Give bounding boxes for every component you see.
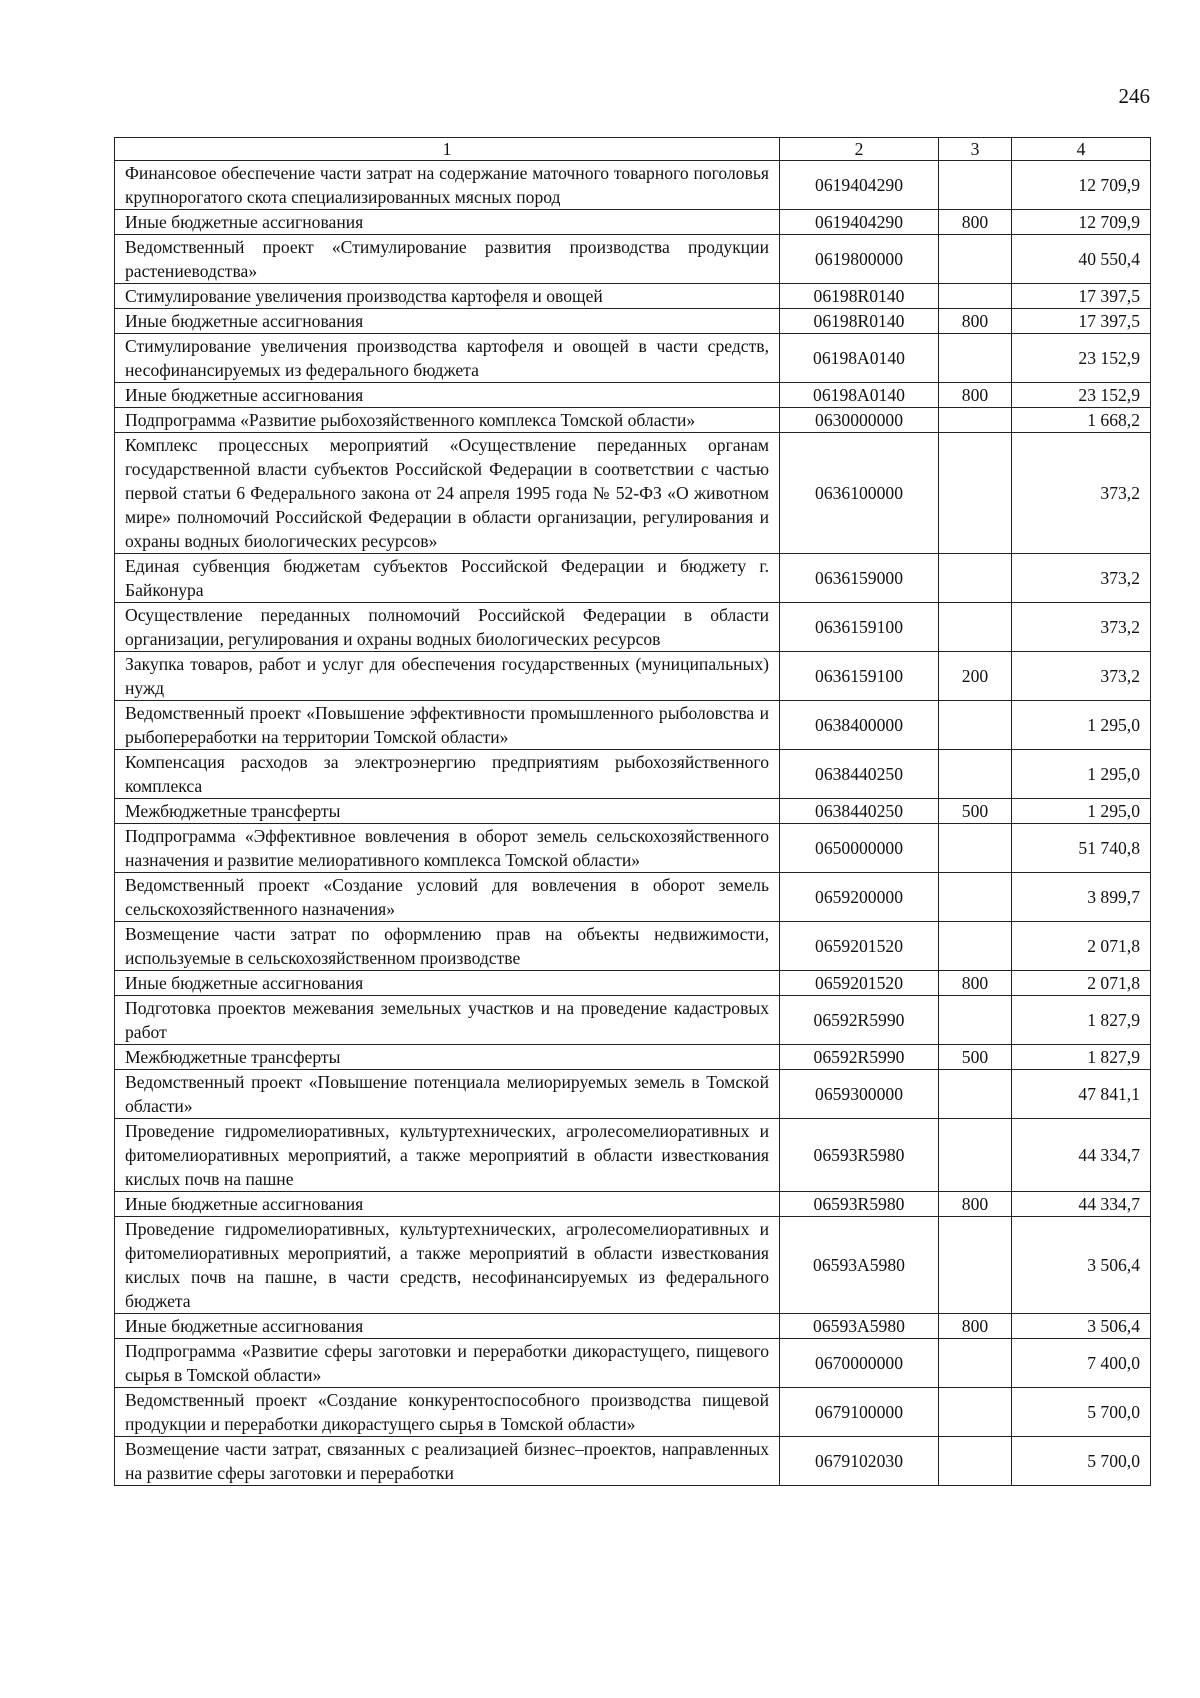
cell-type <box>939 161 1012 210</box>
cell-sum: 373,2 <box>1012 652 1151 701</box>
table-row <box>115 750 1151 799</box>
column-header: 1 <box>115 138 780 161</box>
cell-type <box>939 433 1012 554</box>
table-row <box>115 210 1151 235</box>
cell-code: 06198R0140 <box>780 309 939 334</box>
cell-sum: 3 506,4 <box>1012 1217 1151 1314</box>
cell-name: Финансовое обеспечение части затрат на содержание маточного товарного поголовья крупнорогатого скота специализированных мясных пород <box>115 161 780 210</box>
table-row <box>115 161 1151 210</box>
cell-sum: 1 295,0 <box>1012 750 1151 799</box>
cell-type: 500 <box>939 799 1012 824</box>
table-row <box>115 1388 1151 1437</box>
cell-name: Ведомственный проект «Повышение потенциала мелиорируемых земель в Томской области» <box>115 1070 780 1119</box>
cell-name: Иные бюджетные ассигнования <box>115 1314 780 1339</box>
cell-code: 0636159100 <box>780 603 939 652</box>
table-row <box>115 603 1151 652</box>
cell-type: 200 <box>939 652 1012 701</box>
cell-name: Возмещение части затрат по оформлению прав на объекты недвижимости, используемые в сельскохозяйственном производстве <box>115 922 780 971</box>
table-row <box>115 1070 1151 1119</box>
cell-code: 0679102030 <box>780 1437 939 1486</box>
cell-code: 0636159000 <box>780 554 939 603</box>
table-row <box>115 1119 1151 1192</box>
cell-type <box>939 1070 1012 1119</box>
cell-type <box>939 334 1012 383</box>
cell-sum: 1 295,0 <box>1012 799 1151 824</box>
cell-name: Подготовка проектов межевания земельных участков и на проведение кадастровых работ <box>115 996 780 1045</box>
cell-code: 0619404290 <box>780 210 939 235</box>
cell-type <box>939 603 1012 652</box>
cell-name: Стимулирование увеличения производства картофеля и овощей <box>115 284 780 309</box>
cell-sum: 7 400,0 <box>1012 1339 1151 1388</box>
cell-type: 800 <box>939 1314 1012 1339</box>
cell-type <box>939 554 1012 603</box>
cell-code: 0630000000 <box>780 408 939 433</box>
cell-code: 0638440250 <box>780 799 939 824</box>
cell-code: 0638440250 <box>780 750 939 799</box>
cell-code: 0636100000 <box>780 433 939 554</box>
table-row <box>115 652 1151 701</box>
cell-type <box>939 284 1012 309</box>
table-row <box>115 996 1151 1045</box>
cell-sum: 1 827,9 <box>1012 1045 1151 1070</box>
cell-type <box>939 1437 1012 1486</box>
cell-code: 0670000000 <box>780 1339 939 1388</box>
cell-code: 0659201520 <box>780 971 939 996</box>
cell-name: Иные бюджетные ассигнования <box>115 971 780 996</box>
cell-name: Иные бюджетные ассигнования <box>115 210 780 235</box>
table-row <box>115 554 1151 603</box>
table-row <box>115 408 1151 433</box>
cell-name: Ведомственный проект «Повышение эффективности промышленного рыболовства и рыбопереработки на территории Томской области» <box>115 701 780 750</box>
cell-name: Проведение гидромелиоративных, культуртехнических, агролесомелиоративных и фитомелиоративных мероприятий, а также мероприятий в области известкования кислых почв на пашне, в части средств, несофинансируемых из федерального бюджета <box>115 1217 780 1314</box>
cell-name: Комплекс процессных мероприятий «Осуществление переданных органам государственной власти субъектов Российской Федерации в соответствии с частью первой статьи 6 Федерального закона от 24 апреля 1995 года № 52-ФЗ «О животном мире» полномочий Российской Федерации в области организации, регулирования и охраны водных биологических ресурсов» <box>115 433 780 554</box>
cell-code: 0636159100 <box>780 652 939 701</box>
cell-type <box>939 824 1012 873</box>
table-row <box>115 1217 1151 1314</box>
table-row <box>115 1192 1151 1217</box>
cell-type <box>939 750 1012 799</box>
cell-type: 800 <box>939 210 1012 235</box>
cell-sum: 2 071,8 <box>1012 971 1151 996</box>
cell-sum: 23 152,9 <box>1012 334 1151 383</box>
cell-type: 800 <box>939 383 1012 408</box>
table-row <box>115 873 1151 922</box>
cell-code: 0659300000 <box>780 1070 939 1119</box>
page-number: 246 <box>1118 84 1150 108</box>
cell-code: 0619404290 <box>780 161 939 210</box>
cell-type: 800 <box>939 309 1012 334</box>
table-row <box>115 433 1151 554</box>
column-header: 3 <box>939 138 1012 161</box>
cell-type: 500 <box>939 1045 1012 1070</box>
cell-type <box>939 1388 1012 1437</box>
cell-name: Единая субвенция бюджетам субъектов Российской Федерации и бюджету г. Байконура <box>115 554 780 603</box>
cell-sum: 1 295,0 <box>1012 701 1151 750</box>
cell-name: Подпрограмма «Развитие рыбохозяйственного комплекса Томской области» <box>115 408 780 433</box>
cell-sum: 5 700,0 <box>1012 1437 1151 1486</box>
cell-sum: 23 152,9 <box>1012 383 1151 408</box>
cell-sum: 3 899,7 <box>1012 873 1151 922</box>
cell-code: 06593R5980 <box>780 1192 939 1217</box>
cell-code: 06592R5990 <box>780 1045 939 1070</box>
cell-name: Проведение гидромелиоративных, культуртехнических, агролесомелиоративных и фитомелиоративных мероприятий, а также мероприятий в области известкования кислых почв на пашне <box>115 1119 780 1192</box>
cell-sum: 1 827,9 <box>1012 996 1151 1045</box>
cell-name: Закупка товаров, работ и услуг для обеспечения государственных (муниципальных) нужд <box>115 652 780 701</box>
table-row <box>115 701 1151 750</box>
cell-name: Стимулирование увеличения производства картофеля и овощей в части средств, несофинансируемых из федерального бюджета <box>115 334 780 383</box>
cell-code: 06592R5990 <box>780 996 939 1045</box>
table-row <box>115 235 1151 284</box>
cell-type <box>939 873 1012 922</box>
cell-code: 06198A0140 <box>780 334 939 383</box>
table-row <box>115 971 1151 996</box>
cell-type <box>939 1217 1012 1314</box>
cell-name: Ведомственный проект «Создание условий для вовлечения в оборот земель сельскохозяйственного назначения» <box>115 873 780 922</box>
cell-name: Межбюджетные трансферты <box>115 799 780 824</box>
table-row <box>115 824 1151 873</box>
cell-type <box>939 922 1012 971</box>
cell-sum: 1 668,2 <box>1012 408 1151 433</box>
cell-type: 800 <box>939 1192 1012 1217</box>
cell-name: Подпрограмма «Развитие сферы заготовки и переработки дикорастущего, пищевого сырья в Томской области» <box>115 1339 780 1388</box>
cell-sum: 3 506,4 <box>1012 1314 1151 1339</box>
cell-sum: 47 841,1 <box>1012 1070 1151 1119</box>
cell-sum: 44 334,7 <box>1012 1192 1151 1217</box>
cell-code: 06593A5980 <box>780 1217 939 1314</box>
cell-sum: 5 700,0 <box>1012 1388 1151 1437</box>
cell-type <box>939 235 1012 284</box>
cell-name: Компенсация расходов за электроэнергию предприятиям рыбохозяйственного комплекса <box>115 750 780 799</box>
cell-type <box>939 408 1012 433</box>
cell-name: Ведомственный проект «Создание конкурентоспособного производства пищевой продукции и переработки дикорастущего сырья в Томской области» <box>115 1388 780 1437</box>
table-row <box>115 799 1151 824</box>
table-row <box>115 1314 1151 1339</box>
cell-name: Межбюджетные трансферты <box>115 1045 780 1070</box>
cell-type: 800 <box>939 971 1012 996</box>
cell-code: 06198A0140 <box>780 383 939 408</box>
table-body <box>115 161 1151 1486</box>
cell-code: 06593R5980 <box>780 1119 939 1192</box>
cell-sum: 17 397,5 <box>1012 309 1151 334</box>
cell-sum: 44 334,7 <box>1012 1119 1151 1192</box>
table-header-row <box>115 138 1151 161</box>
cell-sum: 373,2 <box>1012 433 1151 554</box>
cell-code: 0659201520 <box>780 922 939 971</box>
cell-code: 06198R0140 <box>780 284 939 309</box>
budget-table <box>114 137 1151 1486</box>
table-row <box>115 1437 1151 1486</box>
cell-name: Иные бюджетные ассигнования <box>115 1192 780 1217</box>
table-row <box>115 1339 1151 1388</box>
cell-code: 0659200000 <box>780 873 939 922</box>
cell-code: 0619800000 <box>780 235 939 284</box>
cell-type <box>939 701 1012 750</box>
cell-sum: 40 550,4 <box>1012 235 1151 284</box>
cell-sum: 12 709,9 <box>1012 161 1151 210</box>
table-row <box>115 383 1151 408</box>
table-row <box>115 309 1151 334</box>
cell-name: Ведомственный проект «Стимулирование развития производства продукции растениеводства» <box>115 235 780 284</box>
table-row <box>115 1045 1151 1070</box>
table-row <box>115 334 1151 383</box>
cell-code: 0679100000 <box>780 1388 939 1437</box>
cell-sum: 373,2 <box>1012 554 1151 603</box>
column-header: 4 <box>1012 138 1151 161</box>
cell-code: 0650000000 <box>780 824 939 873</box>
cell-name: Иные бюджетные ассигнования <box>115 383 780 408</box>
cell-name: Подпрограмма «Эффективное вовлечения в оборот земель сельскохозяйственного назначения и развитие мелиоративного комплекса Томской области» <box>115 824 780 873</box>
table-row <box>115 284 1151 309</box>
cell-sum: 17 397,5 <box>1012 284 1151 309</box>
cell-type <box>939 1119 1012 1192</box>
cell-name: Осуществление переданных полномочий Российской Федерации в области организации, регулирования и охраны водных биологических ресурсов <box>115 603 780 652</box>
cell-sum: 373,2 <box>1012 603 1151 652</box>
table-row <box>115 922 1151 971</box>
cell-code: 06593A5980 <box>780 1314 939 1339</box>
cell-sum: 2 071,8 <box>1012 922 1151 971</box>
cell-code: 0638400000 <box>780 701 939 750</box>
cell-type <box>939 996 1012 1045</box>
column-header: 2 <box>780 138 939 161</box>
cell-name: Возмещение части затрат, связанных с реализацией бизнес–проектов, направленных на развитие сферы заготовки и переработки <box>115 1437 780 1486</box>
cell-type <box>939 1339 1012 1388</box>
cell-sum: 51 740,8 <box>1012 824 1151 873</box>
cell-sum: 12 709,9 <box>1012 210 1151 235</box>
cell-name: Иные бюджетные ассигнования <box>115 309 780 334</box>
